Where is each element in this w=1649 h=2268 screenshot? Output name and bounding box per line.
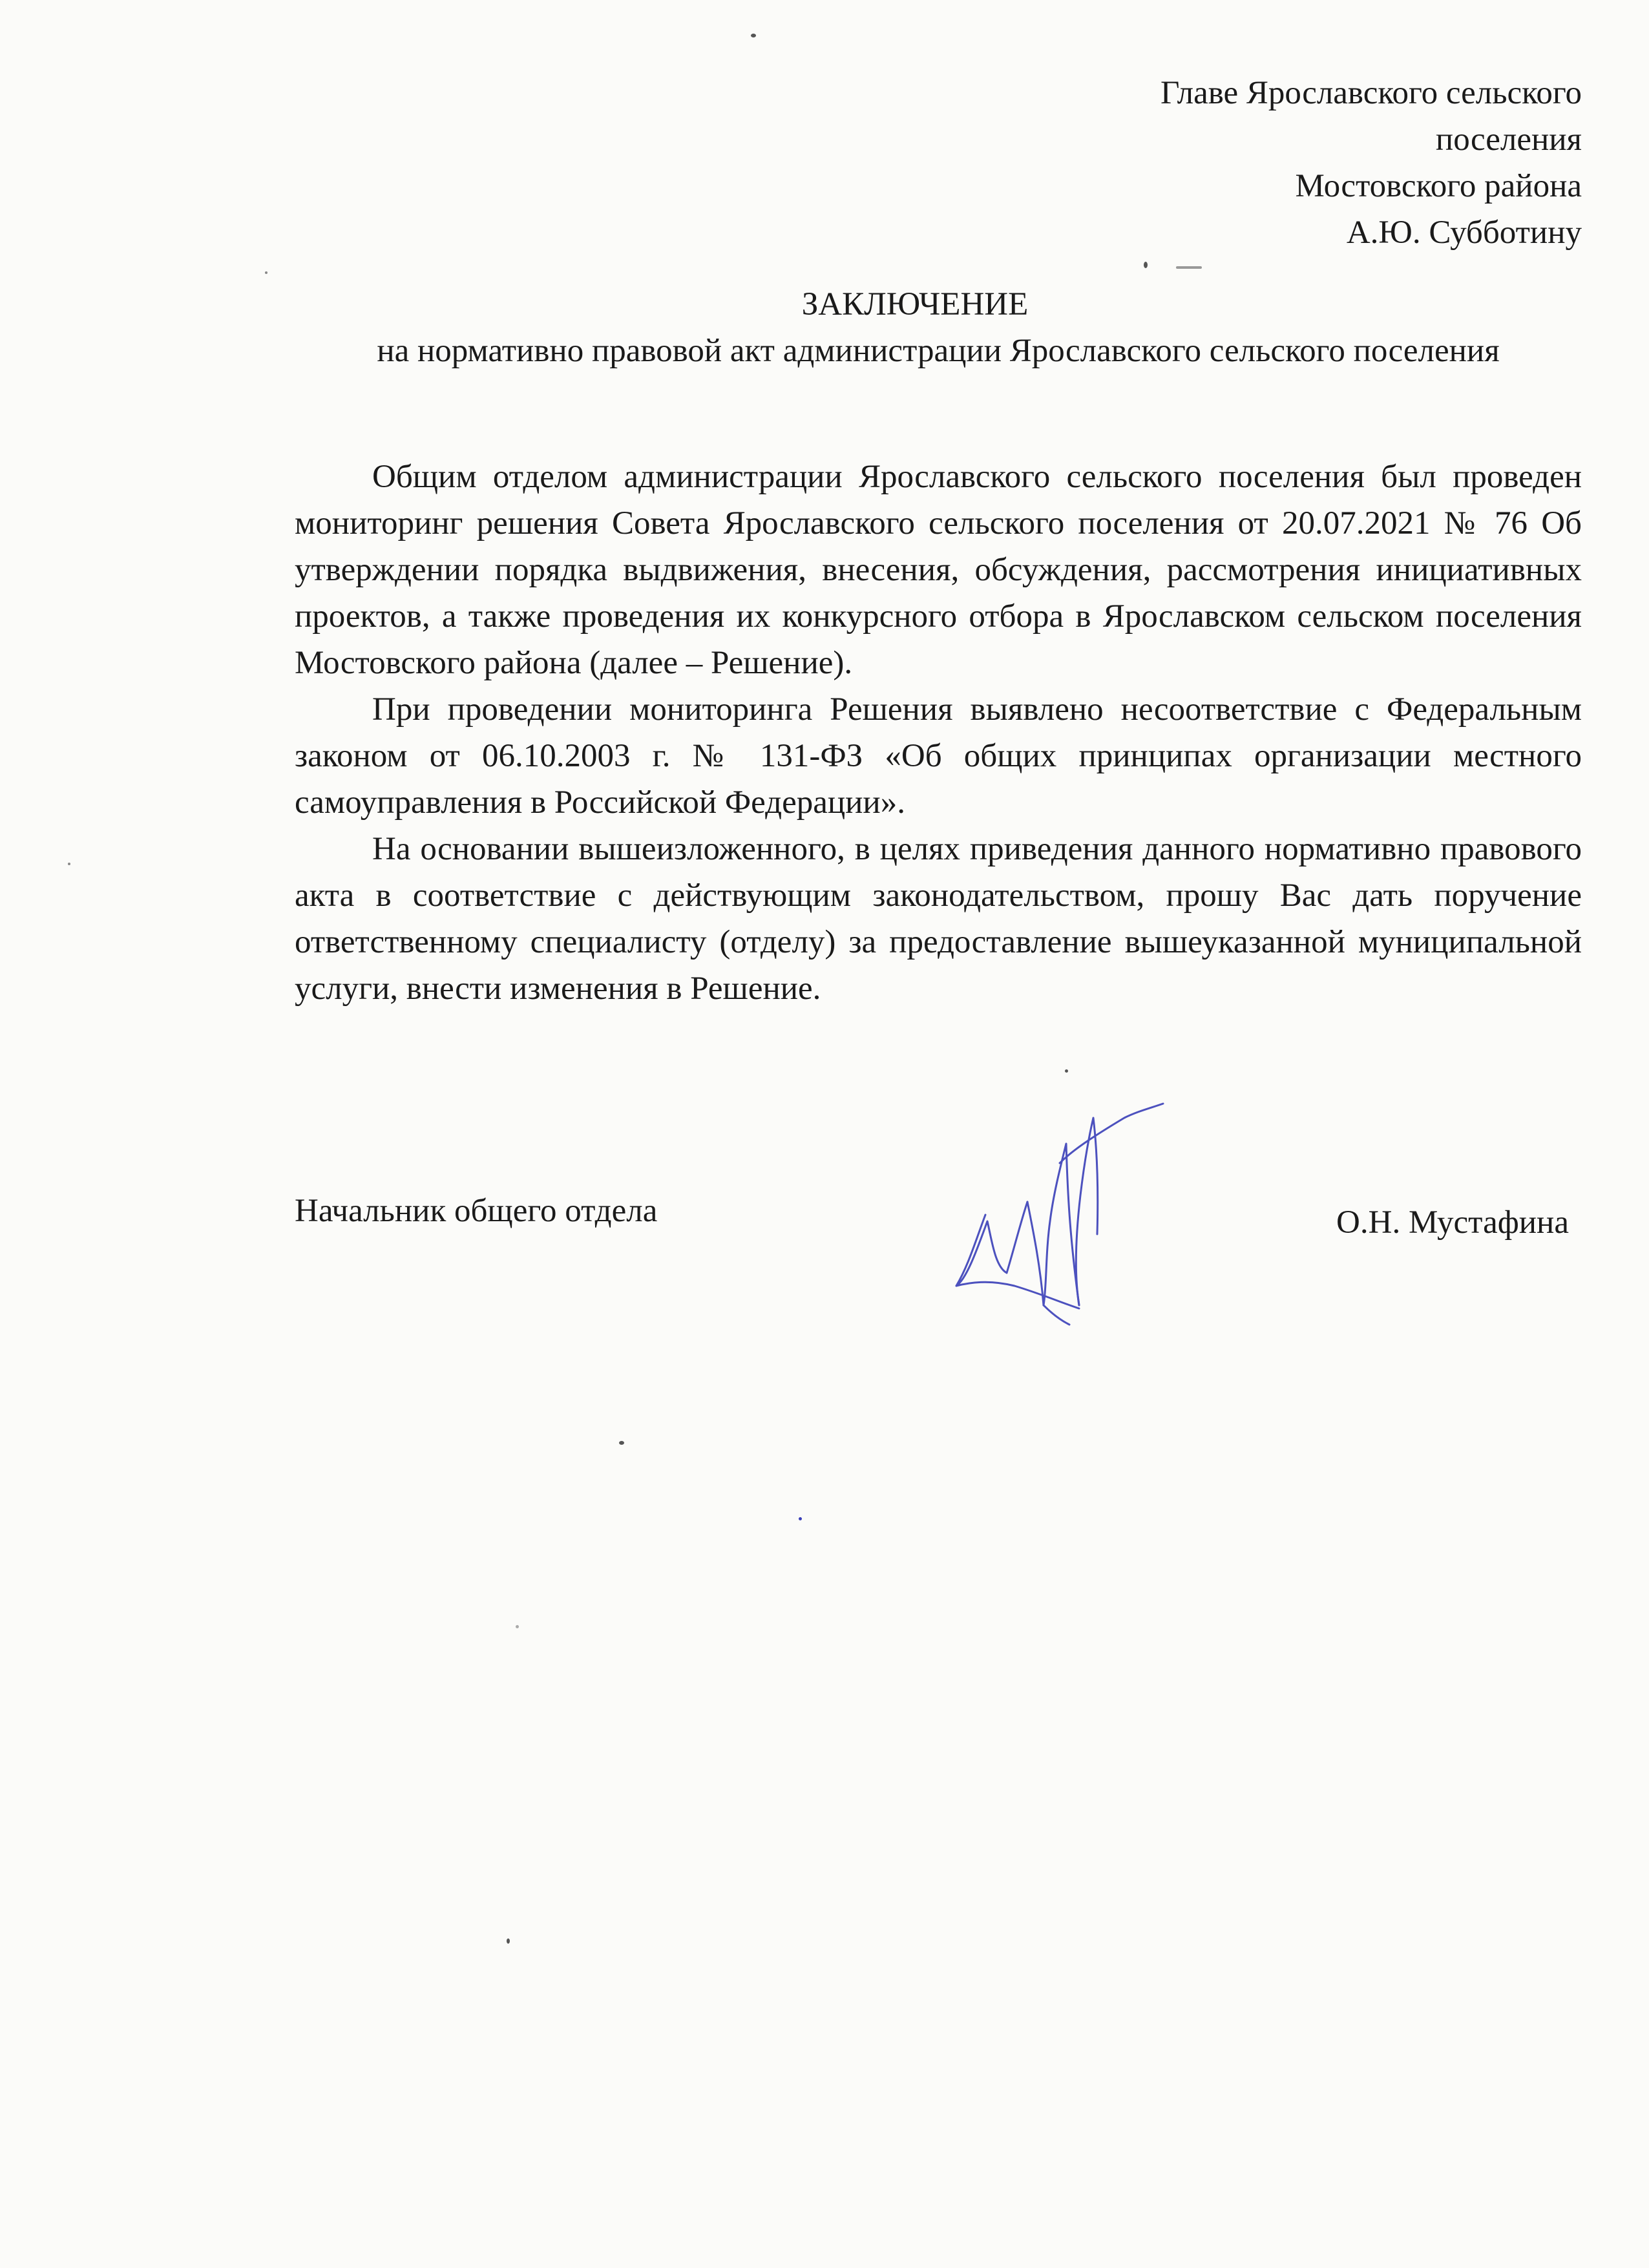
signatory-position: Начальник общего отдела (295, 1193, 658, 1229)
scan-speck (1065, 1069, 1068, 1073)
addressee-line: Главе Ярославского сельского (1161, 75, 1582, 111)
body-paragraph: Общим отделом администрации Ярославского сельского поселения был проведен мониторинг решения Совета Ярославского сельского поселения от 20.07.2021 № 76 Об утверждении порядка выдвижения, внесения, обсуждения, рассмотрения инициативных проектов, а также проведения их конкурсного отбора в Ярославском сельском поселения Мостовского района (далее – Решение). (295, 459, 1582, 681)
scan-speck (799, 1517, 802, 1520)
document-body (295, 454, 1582, 1012)
scan-speck (619, 1441, 624, 1445)
body-paragraph: При проведении мониторинга Решения выявлено несоответствие с Федеральным законом от 06.10.2003 г. № 131-ФЗ «Об общих принципах организации местного самоуправления в Российской Федерации». (295, 691, 1582, 821)
scan-speck (265, 271, 268, 274)
document-subtitle: на нормативно правовой акт администрации Ярославского сельского поселения (377, 333, 1500, 369)
signatory-name: О.Н. Мустафина (1336, 1204, 1569, 1241)
scan-speck (1144, 262, 1148, 268)
handwritten-signature (930, 1092, 1176, 1331)
scan-speck (516, 1625, 519, 1628)
addressee-name: А.Ю. Субботину (1346, 215, 1582, 251)
addressee-line: поселения (1435, 121, 1582, 158)
scan-speck (1176, 266, 1202, 269)
document-title: ЗАКЛЮЧЕНИЕ (801, 286, 1029, 322)
scan-speck (751, 34, 756, 37)
addressee-line: Мостовского района (1295, 168, 1582, 204)
scan-speck (507, 1938, 510, 1944)
addressee-block (936, 70, 1582, 256)
body-paragraph: На основании вышеизложенного, в целях приведения данного нормативно правового акта в соответствие с действующим законодательством, прошу Вас дать поручение ответственному специалисту (отделу) за предоставление вышеуказанной муниципальной услуги, внести изменения в Решение. (295, 831, 1582, 1007)
scan-speck (68, 863, 70, 865)
